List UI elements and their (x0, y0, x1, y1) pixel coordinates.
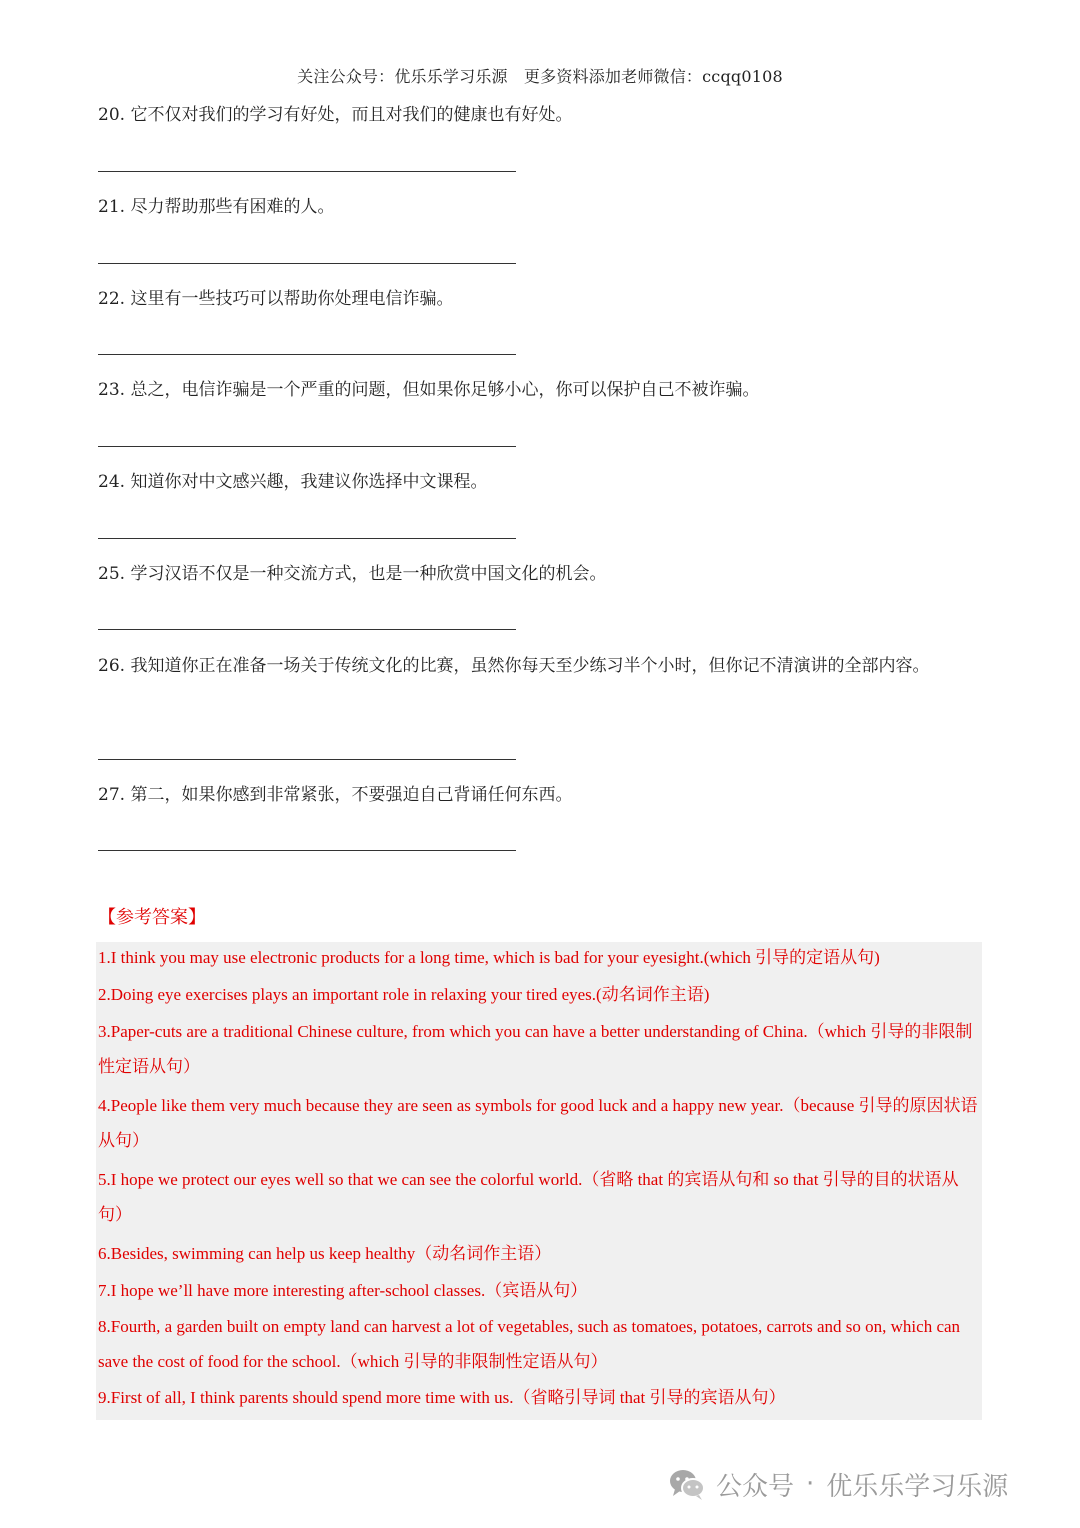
answer-item: 2.Doing eye exercises plays an important role in relaxing your tired eyes.(动名词作主语) (98, 985, 710, 1004)
question-text: 尽力帮助那些有困难的人。 (130, 197, 335, 217)
question-item (98, 464, 988, 500)
question-number: 21. (98, 197, 126, 217)
question-item (98, 648, 988, 684)
answer-line[interactable] (98, 538, 516, 539)
answer-line[interactable] (98, 629, 516, 630)
answer-line[interactable] (98, 263, 516, 264)
answer-item: 6.Besides, swimming can help us keep healthy（动名词作主语） (98, 1244, 552, 1263)
answer-item: 5.I hope we protect our eyes well so that we can see the colorful world.（省略 that 的宾语从句和 so that 引导的目的状语从句） (98, 1170, 959, 1224)
watermark-dot: · (806, 1469, 815, 1499)
answer-item: 3.Paper-cuts are a traditional Chinese culture, from which you can have a better understanding of China.（which 引导的非限制性定语从句） (98, 1022, 973, 1076)
question-item (98, 777, 988, 813)
watermark-prefix: 公众号 (716, 1471, 795, 1502)
question-number: 22. (98, 289, 126, 309)
answer-line[interactable] (98, 354, 516, 355)
question-text: 它不仅对我们的学习有好处，而且对我们的健康也有好处。 (130, 105, 573, 125)
answer-item: 7.I hope we’ll have more interesting after-school classes.（宾语从句） (98, 1281, 588, 1300)
wechat-icon (668, 1467, 706, 1501)
question-item (98, 556, 988, 592)
question-text: 第二，如果你感到非常紧张，不要强迫自己背诵任何东西。 (130, 785, 573, 805)
question-number: 26. (98, 656, 126, 676)
question-item (98, 97, 988, 133)
answer-line[interactable] (98, 171, 516, 172)
question-number: 25. (98, 564, 126, 584)
question-number: 24. (98, 472, 126, 492)
answer-item: 8.Fourth, a garden built on empty land can harvest a lot of vegetables, such as tomatoes, potatoes, carrots and so on, which can save the cost of food for the school.（which 引导的非限制性定语从句） (98, 1317, 961, 1371)
question-item (98, 281, 988, 317)
watermark-name: 优乐乐学习乐源 (826, 1471, 1009, 1502)
answer-item: 9.First of all, I think parents should spend more time with us.（省略引导词 that 引导的宾语从句） (98, 1388, 786, 1407)
page-header: 关注公众号：优乐乐学习乐源 更多资料添加老师微信：ccqq0108 (297, 67, 783, 86)
question-number: 23. (98, 380, 126, 400)
question-item (98, 189, 988, 225)
question-text: 学习汉语不仅是一种交流方式，也是一种欣赏中国文化的机会。 (130, 564, 607, 584)
question-number: 20. (98, 105, 126, 125)
answer-title: 【参考答案】 (98, 907, 206, 928)
question-number: 27. (98, 785, 126, 805)
question-text: 我知道你正在准备一场关于传统文化的比赛，虽然你每天至少练习半个小时，但你记不清演讲的全部内容。 (130, 656, 930, 676)
watermark (668, 1462, 1008, 1506)
answer-line[interactable] (98, 759, 516, 760)
question-item (98, 372, 988, 408)
question-text: 总之，电信诈骗是一个严重的问题，但如果你足够小心，你可以保护自己不被诈骗。 (130, 380, 760, 400)
question-text: 知道你对中文感兴趣，我建议你选择中文课程。 (130, 472, 488, 492)
answer-item: 1.I think you may use electronic products for a long time, which is bad for your eyesight.(which 引导的定语从句) (98, 948, 880, 967)
answer-line[interactable] (98, 446, 516, 447)
question-text: 这里有一些技巧可以帮助你处理电信诈骗。 (130, 289, 454, 309)
answer-item: 4.People like them very much because they are seen as symbols for good luck and a happy new year.（because 引导的原因状语从句） (98, 1096, 978, 1150)
answer-line[interactable] (98, 850, 516, 851)
